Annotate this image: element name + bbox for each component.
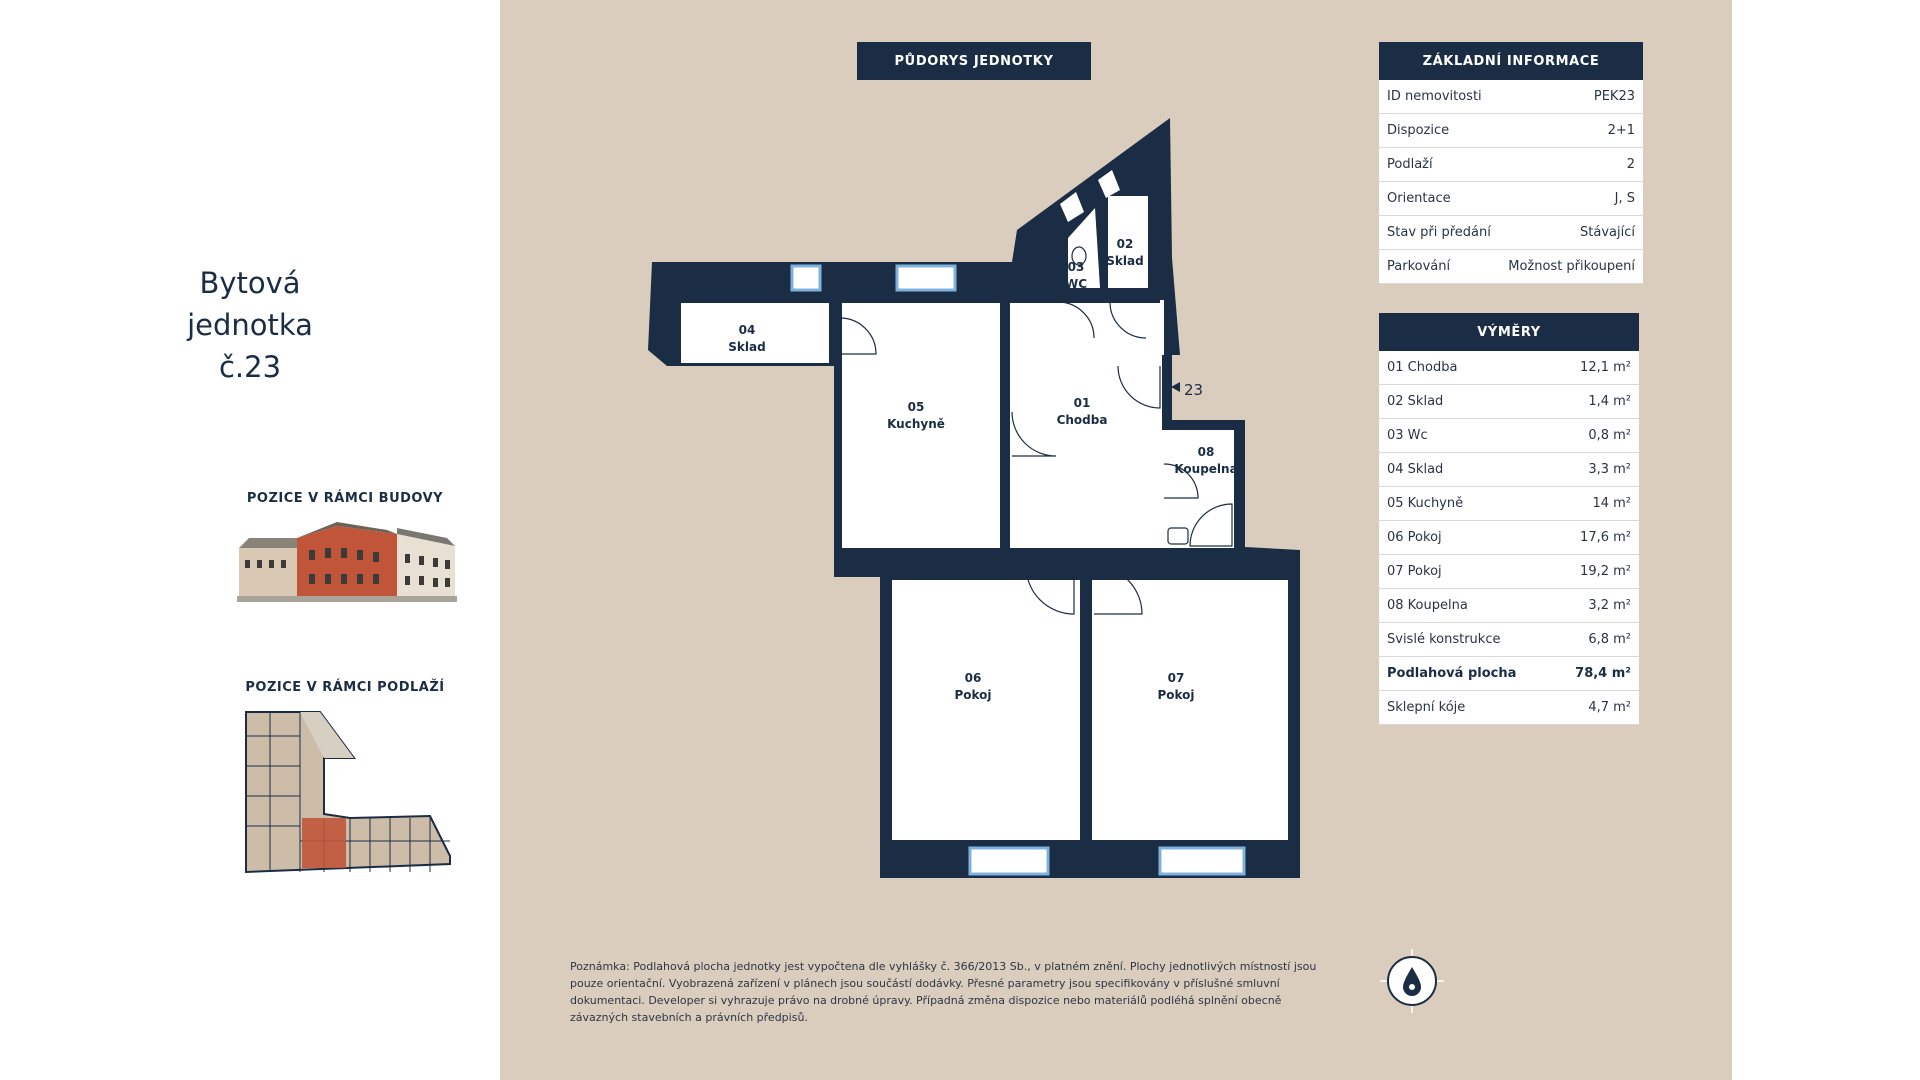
floor-position-label: POZICE V RÁMCI PODLAŽÍ (245, 680, 445, 695)
plan-title: PŮDORYS JEDNOTKY (857, 42, 1091, 80)
info-row (1379, 148, 1643, 182)
room-06-number: 06 (964, 671, 982, 685)
window (792, 266, 820, 290)
entrance-arrow-icon (1171, 382, 1180, 392)
area-label: 08 Koupelna (1387, 598, 1468, 613)
room-02-name: Sklad (1106, 254, 1144, 268)
room-01-number: 01 (1073, 396, 1091, 410)
areas-title: VÝMĚRY (1379, 313, 1639, 351)
unit-title-line-2: jednotka (187, 308, 313, 342)
info-row (1379, 114, 1643, 148)
area-value: 3,2 m² (1588, 598, 1631, 613)
room-08-name: Koupelna (1174, 462, 1238, 476)
room-04-number: 04 (738, 323, 756, 337)
area-value: 78,4 m² (1575, 666, 1631, 681)
room-02-number: 02 (1116, 237, 1134, 251)
area-label: Svislé konstrukce (1387, 632, 1501, 647)
room-07-number: 07 (1167, 671, 1185, 685)
area-label: 02 Sklad (1387, 394, 1444, 409)
area-label: Sklepní kóje (1387, 700, 1466, 715)
window (1160, 848, 1244, 874)
info-row (1379, 80, 1643, 114)
info-label: Stav při předání (1387, 225, 1491, 240)
area-row (1379, 555, 1639, 589)
room-05-name: Kuchyně (887, 417, 945, 431)
area-row (1379, 589, 1639, 623)
info-value: Možnost přikoupení (1508, 259, 1635, 274)
area-label: 07 Pokoj (1387, 564, 1442, 579)
area-row (1379, 487, 1639, 521)
area-row-total (1379, 657, 1639, 691)
entrance-label: 23 (1184, 381, 1204, 399)
info-value: 2 (1626, 157, 1635, 172)
area-label: 06 Pokoj (1387, 530, 1442, 545)
info-value: PEK23 (1593, 89, 1635, 104)
basic-info-title: ZÁKLADNÍ INFORMACE (1379, 42, 1643, 80)
info-label: Orientace (1387, 191, 1451, 206)
area-label: 01 Chodba (1387, 360, 1458, 375)
info-value: Stávající (1580, 225, 1635, 240)
area-row (1379, 419, 1639, 453)
area-label: 05 Kuchyně (1387, 496, 1464, 511)
unit-title-line-1: Bytová (199, 266, 301, 300)
room-03-number: 03 (1067, 260, 1085, 274)
area-value: 14 m² (1592, 496, 1631, 511)
area-value: 3,3 m² (1588, 462, 1631, 477)
unit-title-line-3: č.23 (218, 350, 282, 384)
room-01-name: Chodba (1056, 413, 1108, 427)
area-row (1379, 691, 1639, 725)
info-label: Podlaží (1387, 157, 1433, 172)
room-07-name: Pokoj (1157, 688, 1195, 702)
info-value: J, S (1614, 191, 1635, 206)
area-row (1379, 351, 1639, 385)
window (897, 266, 955, 290)
area-value: 1,4 m² (1588, 394, 1631, 409)
area-row (1379, 521, 1639, 555)
info-value: 2+1 (1607, 123, 1635, 138)
area-value: 0,8 m² (1588, 428, 1631, 443)
area-label: 04 Sklad (1387, 462, 1444, 477)
compass-icon (1380, 949, 1444, 1013)
area-row (1379, 623, 1639, 657)
room-05-number: 05 (907, 400, 925, 414)
area-label: Podlahová plocha (1387, 666, 1517, 681)
info-label: ID nemovitosti (1387, 89, 1482, 104)
area-value: 17,6 m² (1580, 530, 1631, 545)
area-value: 12,1 m² (1580, 360, 1631, 375)
window (970, 848, 1048, 874)
room-08-number: 08 (1197, 445, 1215, 459)
area-value: 6,8 m² (1588, 632, 1631, 647)
info-row (1379, 250, 1643, 284)
info-row (1379, 182, 1643, 216)
basic-info-table (1379, 42, 1643, 284)
area-row (1379, 385, 1639, 419)
room-07-floor (1092, 580, 1288, 840)
area-row (1379, 453, 1639, 487)
area-label: 03 Wc (1387, 428, 1428, 443)
room-03-name: WC (1064, 277, 1088, 291)
disclaimer-note: Poznámka: Podlahová plocha jednotky jest vypočtena dle vyhlášky č. 366/2013 Sb., v platném znění. Plochy jednotlivých místností jsou pouze orientační. Vyobrazená zařízení v plánech jsou součástí dodávky. Přesné parametry jsou specifikovány v příslušné smluvní dokumentaci. Developer si vyhrazuje právo na drobné úpravy. Případná změna dispozice nebo materiálů podléhá splnění obecně závazných stavebních a právních předpisů. (570, 960, 1317, 1024)
info-row (1379, 216, 1643, 250)
building-position-label: POZICE V RÁMCI BUDOVY (246, 491, 444, 506)
areas-table (1379, 313, 1639, 725)
area-value: 4,7 m² (1588, 700, 1631, 715)
info-label: Dispozice (1387, 123, 1450, 138)
area-value: 19,2 m² (1580, 564, 1631, 579)
info-label: Parkování (1387, 259, 1451, 274)
room-06-name: Pokoj (954, 688, 992, 702)
room-06-floor (892, 580, 1080, 840)
room-04-name: Sklad (728, 340, 766, 354)
